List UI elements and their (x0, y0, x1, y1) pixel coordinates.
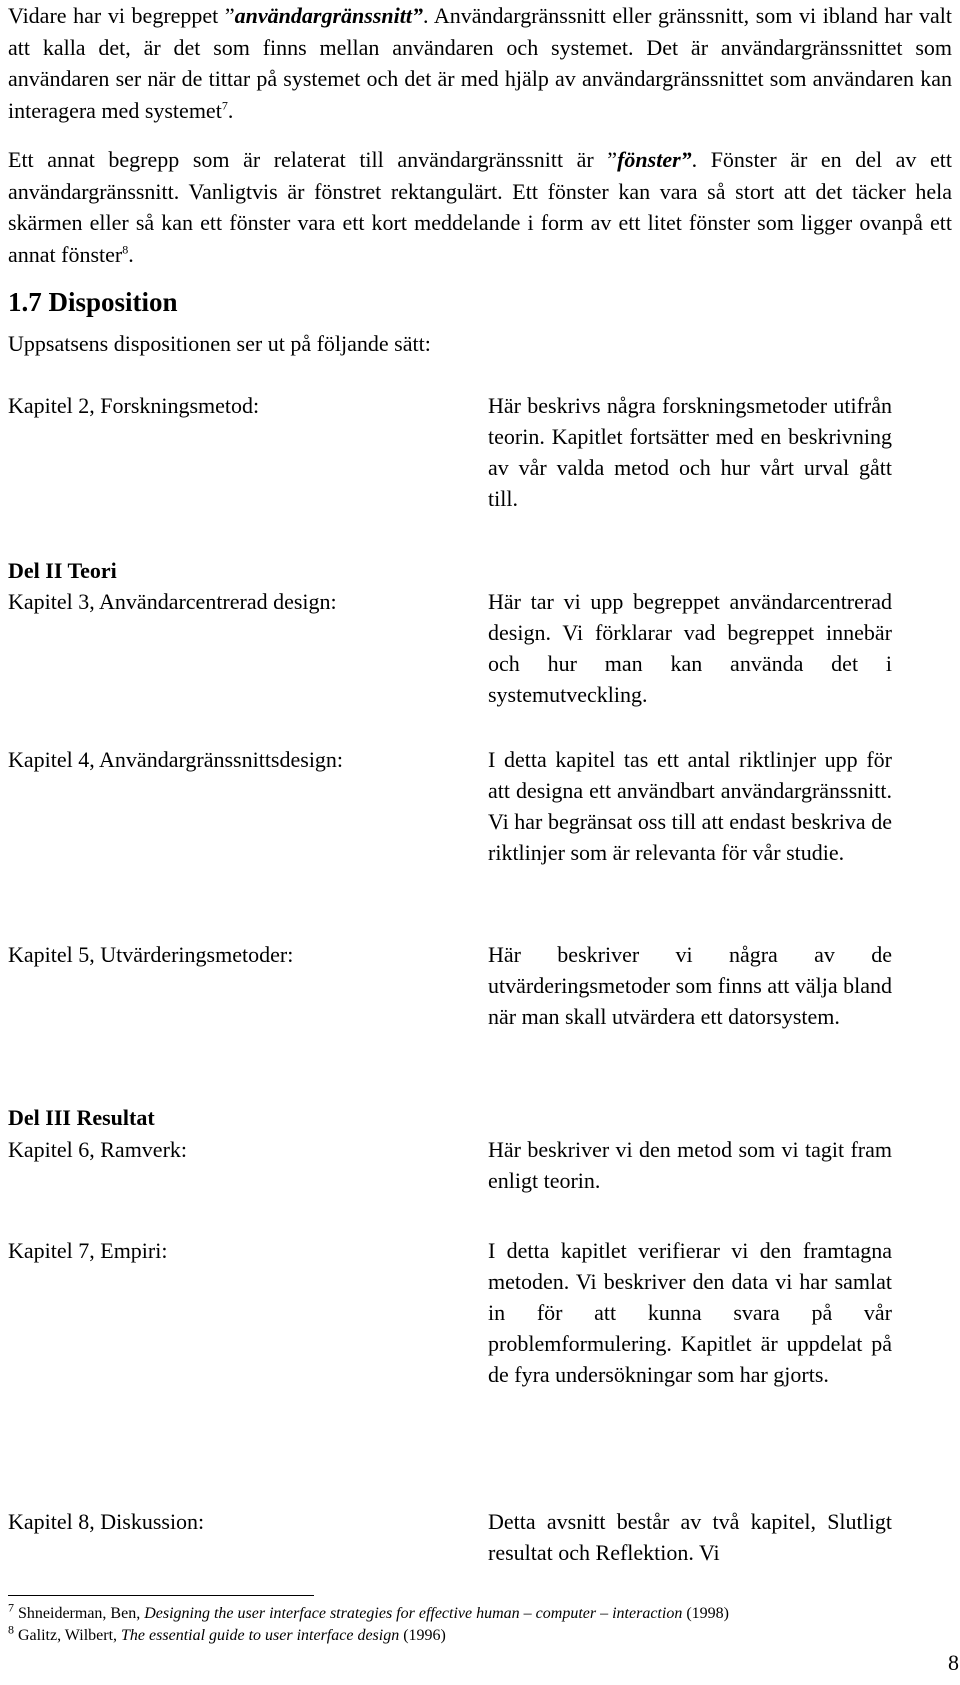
part-heading-teori: Del II Teori (8, 558, 117, 583)
term-anvandargranssnitt: användargränssnitt” (234, 3, 423, 28)
chapter-label: Kapitel 6, Ramverk: (8, 1137, 188, 1162)
chapter-description: Här beskriver vi några av de utvärderingsmetoder som finns att välja bland när man skall utvärdera ett datorsystem. (488, 942, 892, 1029)
footnote-separator (8, 1595, 314, 1596)
chapter-description: Här beskriver vi den metod som vi tagit fram enligt teorin. (488, 1137, 892, 1193)
footnote-title: Designing the user interface strategies for effective human – computer – interaction (144, 1605, 683, 1622)
paragraph-window: Ett annat begrepp som är relaterat till användargränssnitt är ”fönster”. Fönster är en del av ett användargränssnitt. Vanligtvis är fönstret rektangulärt. Ett fönster kan vara så stort att det täcker hela skärmen eller så kan ett fönster vara ett kort meddelande i form av ett litet fönster som ligger ovanpå ett annat fönster$^8$. (8, 147, 952, 267)
paragraph-user-interface: Vidare har vi begreppet ”användargränssnitt”. Användargränssnitt eller gränssnitt, som vi ibland har valt att kalla det, är det som finns mellan användaren och systemet. Det är användargränssnittet som användaren ser när de tittar på systemet och det är med hjälp av användargränssnittet som användaren kan interagera med systemet$^7$. (8, 3, 953, 123)
page-number: 8 (948, 1650, 959, 1675)
chapter-label: Kapitel 5, Utvärderingsmetoder: (8, 942, 294, 967)
chapter-description: I detta kapitlet verifierar vi den framtagna metoden. Vi beskriver den data vi har samlat in för att kunna svara på vår problemformulering. Kapitlet är uppdelat på de fyra undersökningar som har gjorts. (488, 1238, 892, 1387)
chapter-description: Här tar vi upp begreppet användarcentrerad design. Vi förklarar vad begreppet innebär och hur man kan använda det i systemutveckling. (488, 589, 892, 707)
chapter-label: Kapitel 3, Användarcentrerad design: (8, 589, 337, 614)
disposition-intro: Uppsatsens dispositionen ser ut på följande sätt: (8, 331, 431, 356)
chapter-label: Kapitel 4, Användargränssnittsdesign: (8, 747, 344, 772)
chapter-label: Kapitel 7, Empiri: (8, 1238, 168, 1263)
chapter-label: Kapitel 2, Forskningsmetod: (8, 393, 260, 418)
chapter-description: Detta avsnitt består av två kapitel, Slutligt resultat och Reflektion. Vi (488, 1509, 892, 1565)
chapter-description: Här beskrivs några forskningsmetoder utifrån teorin. Kapitlet fortsätter med en beskrivning av vår valda metod och hur vårt urval gått till. (488, 393, 892, 511)
part-heading-resultat: Del III Resultat (8, 1105, 155, 1130)
footnote-7: $^7$ Shneiderman, Ben, Designing the user interface strategies for effective human – computer – interaction (1998) (8, 1600, 729, 1622)
footnote-8: $^8$ Galitz, Wilbert, The essential guide to user interface design (1996) (8, 1622, 446, 1644)
chapter-description: I detta kapitel tas ett antal riktlinjer upp för att designa ett användbart användargränssnitt. Vi har begränsat oss till att endast beskriva de riktlinjer som är relevanta för vår studie. (488, 747, 892, 865)
section-heading: 1.7 Disposition (8, 287, 178, 317)
term-fonster: fönster” (617, 147, 692, 172)
footnote-ref-8[interactable]: 8 (122, 242, 129, 257)
footnote-title: The essential guide to user interface design (121, 1627, 400, 1644)
footnote-ref-7[interactable]: 7 (221, 98, 228, 113)
chapter-label: Kapitel 8, Diskussion: (8, 1509, 205, 1534)
